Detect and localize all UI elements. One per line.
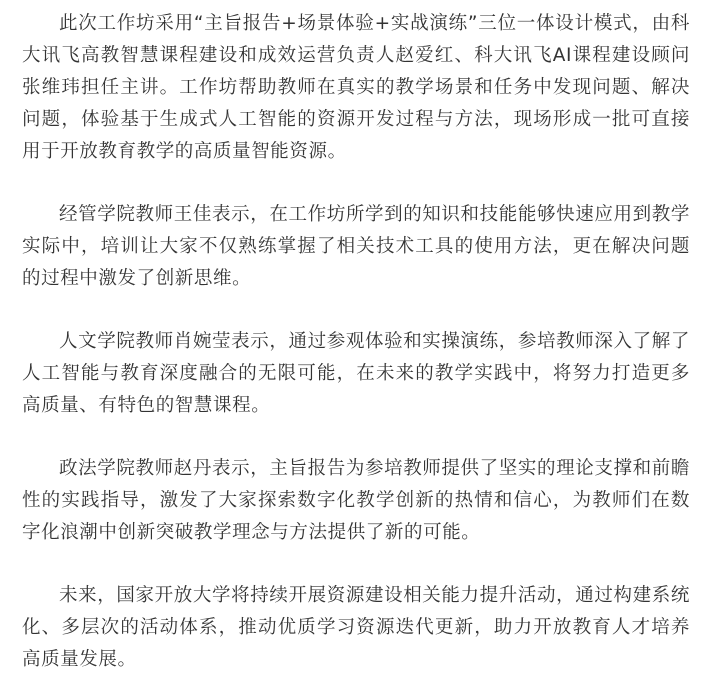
paragraph-wang-jia-quote: 经管学院教师王佳表示，在工作坊所学到的知识和技能能够快速应用到教学实际中，培训让大家不仅熟练掌握了相关技术工具的使用方法，更在解决问题的过程中激发了创新思维。	[22, 204, 690, 289]
article-body	[22, 8, 690, 676]
paragraph-workshop-overview: 此次工作坊采用“主旨报告+场景体验+实战演练”三位一体设计模式，由科大讯飞高教智慧课程建设和成效运营负责人赵爱红、科大讯飞AI课程建设顾问张维玮担任主讲。工作坊帮助教师在真实的教学场景和任务中发现问题、解决问题，体验基于生成式人工智能的资源开发过程与方法，现场形成一批可直接用于开放教育教学的高质量智能资源。	[22, 13, 690, 162]
paragraph-xiao-wanying-quote: 人文学院教师肖婉莹表示，通过参观体验和实操演练，参培教师深入了解了人工智能与教育深度融合的无限可能，在未来的教学实践中，将努力打造更多高质量、有特色的智慧课程。	[22, 331, 690, 416]
paragraph-zhao-dan-quote: 政法学院教师赵丹表示，主旨报告为参培教师提供了坚实的理论支撑和前瞻性的实践指导，激发了大家探索数字化教学创新的热情和信心，为教师们在数字化浪潮中创新突破教学理念与方法提供了新的可能。	[22, 458, 690, 543]
paragraph-future-plans: 未来，国家开放大学将持续开展资源建设相关能力提升活动，通过构建系统化、多层次的活动体系，推动优质学习资源迭代更新，助力开放教育人才培养高质量发展。	[22, 585, 690, 670]
